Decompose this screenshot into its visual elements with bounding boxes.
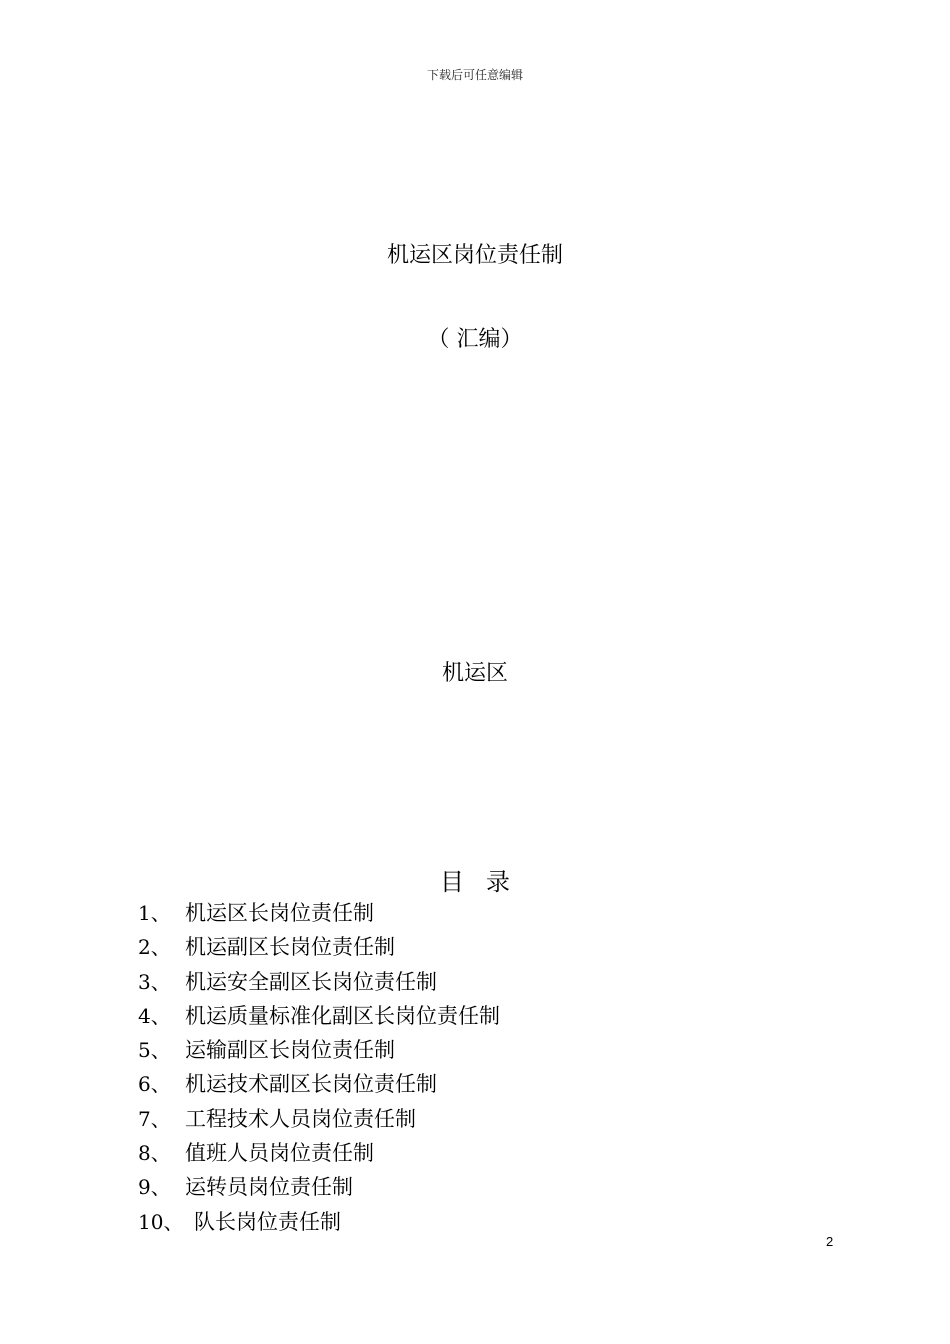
toc-item-number: 9、 [138,1175,171,1200]
toc-item-text: 机运质量标准化副区长岗位责任制 [185,1003,500,1028]
toc-item-text: 机运安全副区长岗位责任制 [185,969,437,994]
toc-item-text: 机运技术副区长岗位责任制 [185,1072,437,1097]
toc-item-number: 1、 [138,901,171,925]
toc-item [138,1205,500,1239]
toc-item [138,1170,500,1204]
toc-heading: 目录 [440,868,532,896]
toc-item-number: 4、 [138,1003,171,1028]
department-name: 机运区 [441,661,508,686]
toc-item-number: 6、 [138,1072,171,1097]
toc-item-number: 10、 [138,1209,184,1234]
toc-item-number: 3、 [138,969,171,994]
document-title: 机运区岗位责任制 [386,243,563,268]
toc-item-text: 运转员岗位责任制 [185,1175,353,1200]
toc-item [138,1102,500,1136]
toc-item [138,896,500,930]
table-of-contents [138,896,500,1239]
toc-item [138,1136,500,1170]
toc-item-text: 值班人员岗位责任制 [185,1141,374,1166]
document-subtitle: （ 汇编） [427,327,523,352]
toc-item [138,1067,500,1101]
toc-item-number: 7、 [138,1106,171,1131]
toc-item-text: 队长岗位责任制 [194,1209,341,1234]
toc-item-text: 机运副区长岗位责任制 [185,935,395,960]
toc-item [138,999,500,1033]
toc-item-text: 运输副区长岗位责任制 [185,1038,395,1063]
toc-item-text: 机运区长岗位责任制 [185,901,374,925]
header-note: 下载后可任意编辑 [426,68,523,82]
toc-item [138,965,500,999]
toc-item [138,930,500,964]
toc-item-number: 5、 [138,1038,171,1063]
page-number: 2 [826,1234,834,1249]
toc-item-text: 工程技术人员岗位责任制 [185,1106,416,1131]
toc-item-number: 8、 [138,1141,171,1166]
toc-item [138,1033,500,1067]
toc-item-number: 2、 [138,935,171,960]
